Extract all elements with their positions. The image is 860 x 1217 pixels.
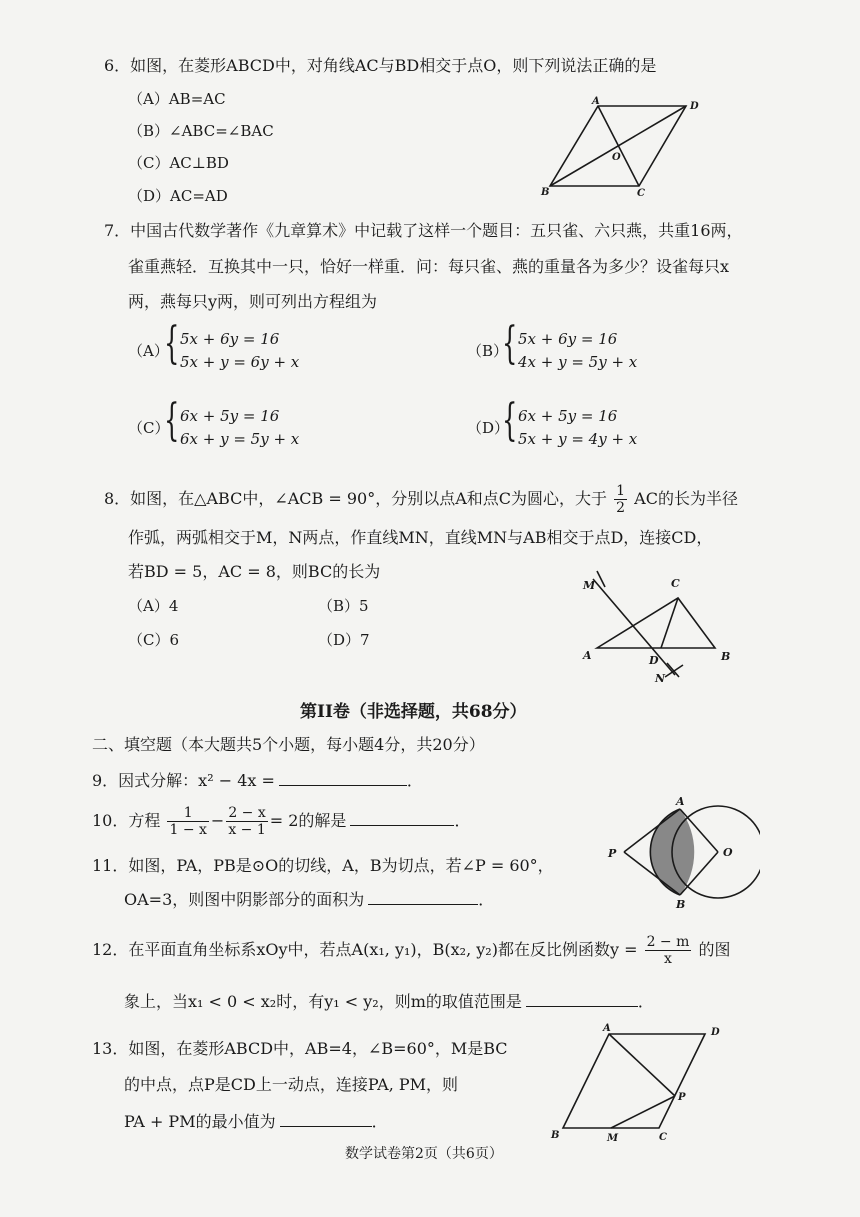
label-b: B: [541, 187, 550, 198]
q6-option-d: （D）AC=AD: [128, 187, 228, 205]
q7-option-c-label: （C）: [128, 419, 170, 437]
label-c: C: [637, 188, 645, 199]
q8-option-a: （A）4: [128, 597, 179, 615]
label-d: D: [711, 1027, 720, 1038]
q7-option-a-system: { 5x + 6y = 16 5x + y = 6y + x: [164, 318, 300, 371]
label-a: A: [592, 96, 600, 107]
diagonal-bd: [550, 106, 686, 186]
q6-option-a: （A）AB=AC: [128, 90, 226, 108]
q7-option-d-label: （D）: [467, 419, 510, 437]
q8-option-d: （D）7: [318, 631, 370, 649]
q8-line2: 作弧，两弧相交于M，N两点，作直线MN，直线MN与AB相交于点D，连接CD，: [128, 528, 713, 547]
q12-answer-blank[interactable]: [526, 992, 638, 1007]
label-b: B: [676, 898, 686, 910]
q6-rhombus-figure: [536, 96, 716, 200]
rhombus-abcd: [563, 1034, 705, 1128]
label-c: C: [659, 1132, 667, 1143]
label-b: B: [721, 650, 731, 663]
q7-option-b-label: （B）: [467, 342, 509, 360]
q7-line2: 雀重燕轻．互换其中一只，恰好一样重．问：每只雀、燕的重量各为多少？设雀每只x: [128, 257, 730, 276]
page-footer: 数学试卷第2页（共6页）: [345, 1146, 503, 1162]
q13-line1: 13．如图，在菱形ABCD中，AB=4，∠B=60°，M是BC: [92, 1039, 508, 1058]
q10-answer-blank[interactable]: [350, 811, 454, 826]
label-c: C: [671, 577, 680, 590]
segment-pm: [611, 1096, 675, 1128]
q11-line1: 11．如图，PA，PB是⊙O的切线，A，B为切点，若∠P = 60°，: [92, 856, 554, 875]
label-n: N: [655, 672, 666, 685]
label-b: B: [551, 1130, 560, 1141]
label-a: A: [676, 795, 685, 808]
q12-line2: 象上，当x₁ < 0 < x₂时，有y₁ < y₂，则m的取值范围是 ．: [124, 992, 654, 1011]
q8-option-b: （B）5: [318, 597, 369, 615]
q8-fraction: $\frac{1}{2}$: [616, 483, 626, 516]
q8-triangle-figure: [575, 565, 745, 690]
q7-option-d-system: { 6x + 5y = 16 5x + y = 4y + x: [502, 395, 638, 448]
q6-option-b: （B）∠ABC=∠BAC: [128, 122, 274, 140]
q8-line3: 若BD = 5，AC = 8，则BC的长为: [128, 562, 381, 581]
q12-line1: 12．在平面直角坐标系xOy中，若点A(x₁, y₁)，B(x₂, y₂)都在反比例函数y = $\frac{2 - m}{x}$ 的图: [92, 934, 731, 967]
label-d: D: [649, 654, 659, 667]
label-p: P: [608, 847, 617, 860]
q10: 10．方程 $\frac{1}{1 - x}$ − $\frac{2 - x}{x - 1}$ = 2的解是 ．: [92, 805, 471, 838]
q6-stem: 6．如图，在菱形ABCD中，对角线AC与BD相交于点O，则下列说法正确的是: [104, 56, 657, 75]
q11-answer-blank[interactable]: [368, 890, 478, 905]
q13-line2: 的中点，点P是CD上一动点，连接PA, PM，则: [124, 1075, 459, 1094]
label-m: M: [607, 1133, 619, 1144]
q13-line3: PA + PM的最小值为 ．: [124, 1112, 388, 1131]
q11-line2: OA=3，则图中阴影部分的面积为 ．: [124, 890, 495, 909]
q6-option-c: （C）AC⊥BD: [128, 154, 229, 172]
label-o: O: [612, 152, 621, 163]
q7-line1: 7．中国古代数学著作《九章算术》中记载了这样一个题目：五只雀、六只燕，共重16两，: [104, 221, 743, 240]
q13-answer-blank[interactable]: [280, 1112, 372, 1127]
segment-pa: [609, 1034, 675, 1096]
section2-heading: 二、填空题（本大题共5个小题，每小题4分，共20分）: [92, 735, 485, 754]
label-d: D: [690, 101, 699, 112]
q11-circle-figure: [600, 795, 760, 910]
label-m: M: [583, 579, 596, 592]
q12-fraction: $\frac{2 - m}{x}$: [646, 934, 690, 967]
q7-line3: 两，燕每只y两，则可列出方程组为: [128, 292, 378, 311]
q8-option-c: （C）6: [128, 631, 180, 649]
label-p: P: [678, 1092, 686, 1103]
q7-option-b-system: { 5x + 6y = 16 4x + y = 5y + x: [502, 318, 638, 371]
line-mn: [593, 579, 675, 675]
q9-answer-blank[interactable]: [279, 771, 407, 786]
q13-rhombus-figure: [545, 1020, 735, 1148]
q7-option-a-label: （A）: [128, 342, 169, 360]
label-o: O: [723, 846, 733, 859]
label-a: A: [603, 1023, 611, 1034]
segment-cd: [661, 598, 678, 648]
q8-line1: 8．如图，在△ABC中，∠ACB = 90°，分别以点A和点C为圆心，大于 $\frac{1}{2}$ AC的长为半径: [104, 483, 738, 516]
part2-title: 第II卷（非选择题，共68分）: [300, 702, 527, 722]
q7-option-c-system: { 6x + 5y = 16 6x + y = 5y + x: [164, 395, 300, 448]
q9: 9．因式分解：x² − 4x = ．: [92, 771, 423, 790]
label-a: A: [583, 649, 592, 662]
